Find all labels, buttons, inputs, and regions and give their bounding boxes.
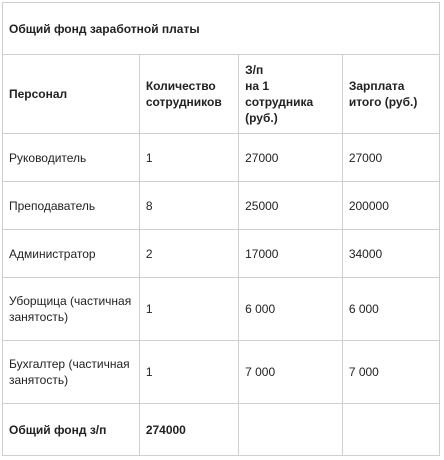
payroll-table — [2, 2, 440, 456]
cell-salary: 25000 — [239, 182, 343, 230]
cell-total: 6 000 — [342, 278, 439, 341]
payroll-table-container — [2, 2, 440, 456]
cell-total: 27000 — [342, 134, 439, 182]
cell-total: 7 000 — [342, 341, 439, 404]
header-salary-total: Зарплата итого (руб.) — [342, 55, 439, 134]
table-header-row — [3, 55, 440, 134]
cell-count: 1 — [139, 278, 238, 341]
cell-role: Бухгалтер (частичная занятость) — [3, 341, 140, 404]
cell-salary: 27000 — [239, 134, 343, 182]
cell-salary: 17000 — [239, 230, 343, 278]
table-row — [3, 278, 440, 341]
empty-cell — [239, 404, 343, 456]
cell-count: 8 — [139, 182, 238, 230]
cell-role: Руководитель — [3, 134, 140, 182]
cell-count: 1 — [139, 134, 238, 182]
header-salary-per-employee: З/п на 1 сотрудника (руб.) — [239, 55, 343, 134]
table-title-row — [3, 3, 440, 55]
cell-role: Уборщица (частичная занятость) — [3, 278, 140, 341]
cell-role: Преподаватель — [3, 182, 140, 230]
table-total-row — [3, 404, 440, 456]
total-label: Общий фонд з/п — [3, 404, 140, 456]
table-row — [3, 230, 440, 278]
table-title: Общий фонд заработной платы — [3, 3, 440, 55]
cell-salary: 6 000 — [239, 278, 343, 341]
cell-salary: 7 000 — [239, 341, 343, 404]
cell-role: Администратор — [3, 230, 140, 278]
cell-count: 2 — [139, 230, 238, 278]
table-row — [3, 341, 440, 404]
header-personnel: Персонал — [3, 55, 140, 134]
total-value: 274000 — [139, 404, 238, 456]
cell-total: 34000 — [342, 230, 439, 278]
empty-cell — [342, 404, 439, 456]
table-row — [3, 134, 440, 182]
table-row — [3, 182, 440, 230]
cell-total: 200000 — [342, 182, 439, 230]
header-employee-count: Количество сотрудников — [139, 55, 238, 134]
cell-count: 1 — [139, 341, 238, 404]
